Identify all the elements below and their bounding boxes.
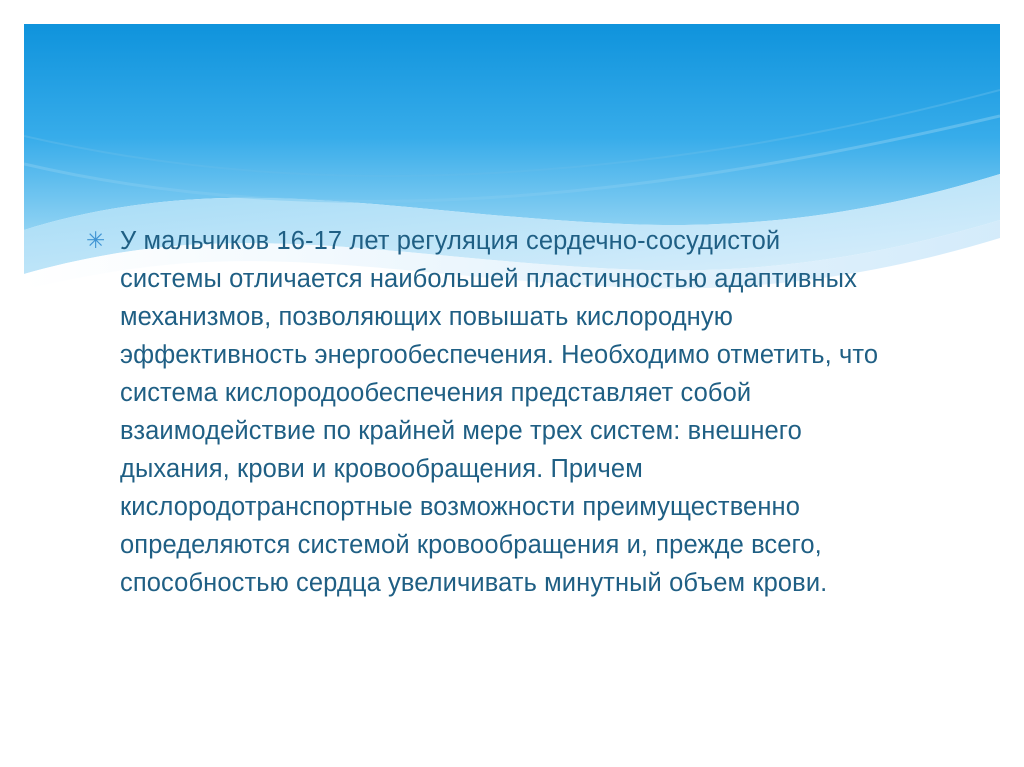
list-item: [86, 222, 916, 602]
slide-body: [86, 222, 916, 602]
bullet-icon: ✳: [86, 228, 106, 254]
bullet-text: У мальчиков 16-17 лет регуляция сердечно-сосудистой системы отличается наибольшей пластичностью адаптивных механизмов, позволяющих повышать кислородную эффективность энергообеспечения. Необходимо отметить, что система кислородообеспечения представляет собой взаимодействие по крайней мере трех систем: внешнего дыхания, крови и кровообращения. Причем кислородотранспортные возможности преимущественно определяются системой кровообращения и, прежде всего, способностью сердца увеличивать минутный объем крови.: [120, 227, 879, 597]
